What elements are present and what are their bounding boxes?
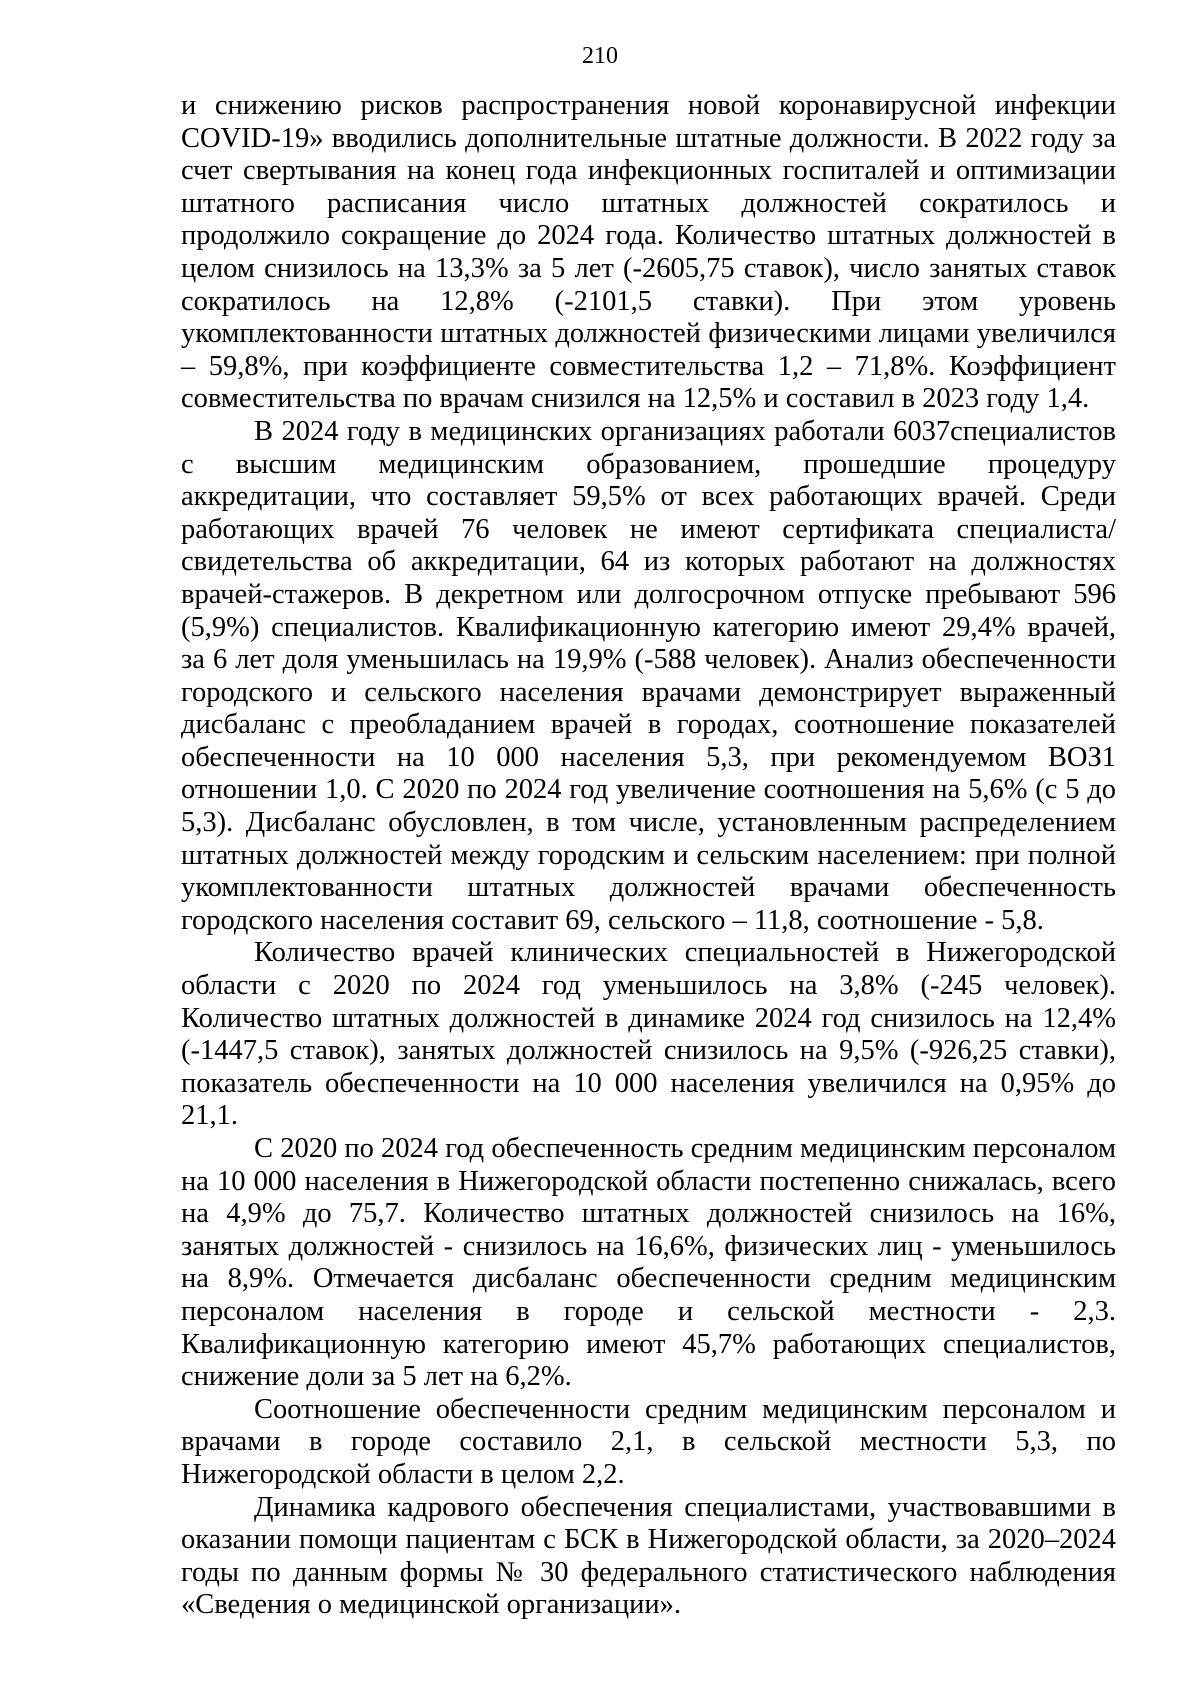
paragraph-3: Количество врачей клинических специальностей в Нижегородской области с 2020 по 2024 год уменьшилось на 3,8% (-245 человек). Количество штатных должностей в динамике 2024 год снизилось на 12,4% (-1447,5 ставок), занятых должностей снизилось на 9,5% (-926,25 ставки), показатель обеспеченности на 10 000 населения увеличился на 0,95% до 21,1. [181,937,1116,1132]
paragraph-5: Соотношение обеспеченности средним медицинским персоналом и врачами в городе составило 2,1, в сельской местности 5,3, по Нижегородской области в целом 2,2. [181,1393,1116,1490]
paragraph-6: Динамика кадрового обеспечения специалистами, участвовавшими в оказании помощи пациентам с БСК в Нижегородской области, за 2020–2024 годы по данным формы № 30 федерального статистического наблюдения «Сведения о медицинской организации». [181,1491,1116,1621]
paragraph-2: В 2024 году в медицинских организациях работали 6037специалистов с высшим медицинским образованием, прошедшие процедуру аккредитации, что составляет 59,5% от всех работающих врачей. Среди работающих врачей 76 человек не имеют сертификата специалиста/свидетельства об аккредитации, 64 из которых работают на должностях врачей-стажеров. В декретном или долгосрочном отпуске пребывают 596 (5,9%) специалистов. Квалификационную категорию имеют 29,4% врачей, за 6 лет доля уменьшилась на 19,9% (-588 человек). Анализ обеспеченности городского и сельского населения врачами демонстрирует выраженный дисбаланс с преобладанием врачей в городах, соотношение показателей обеспеченности на 10 000 населения 5,3, при рекомендуемом ВОЗ1 отношении 1,0. С 2020 по 2024 год увеличение соотношения на 5,6% (с 5 до 5,3). Дисбаланс обусловлен, в том числе, установленным распределением штатных должностей между городским и сельским населением: при полной укомплектованности штатных должностей врачами обеспеченность городского населения составит 69, сельского – 11,8, соотношение - 5,8. [181,415,1116,936]
page-number: 210 [582,43,618,69]
document-body [181,90,1116,1622]
paragraph-1: и снижению рисков распространения новой коронавирусной инфекции COVID-19» вводились дополнительные штатные должности. В 2022 году за счет свертывания на конец года инфекционных госпиталей и оптимизации штатного расписания число штатных должностей сократилось и продолжило сокращение до 2024 года. Количество штатных должностей в целом снизилось на 13,3% за 5 лет (-2605,75 ставок), число занятых ставок сократилось на 12,8% (-2101,5 ставки). При этом уровень укомплектованности штатных должностей физическими лицами увеличился – 59,8%, при коэффициенте совместительства 1,2 – 71,8%. Коэффициент совместительства по врачам снизился на 12,5% и составил в 2023 году 1,4. [181,90,1116,415]
paragraph-4: С 2020 по 2024 год обеспеченность средним медицинским персоналом на 10 000 населения в Нижегородской области постепенно снижалась, всего на 4,9% до 75,7. Количество штатных должностей снизилось на 16%, занятых должностей - снизилось на 16,6%, физических лиц - уменьшилось на 8,9%. Отмечается дисбаланс обеспеченности средним медицинским персоналом населения в городе и сельской местности - 2,3. Квалификационную категорию имеют 45,7% работающих специалистов, снижение доли за 5 лет на 6,2%. [181,1133,1116,1393]
